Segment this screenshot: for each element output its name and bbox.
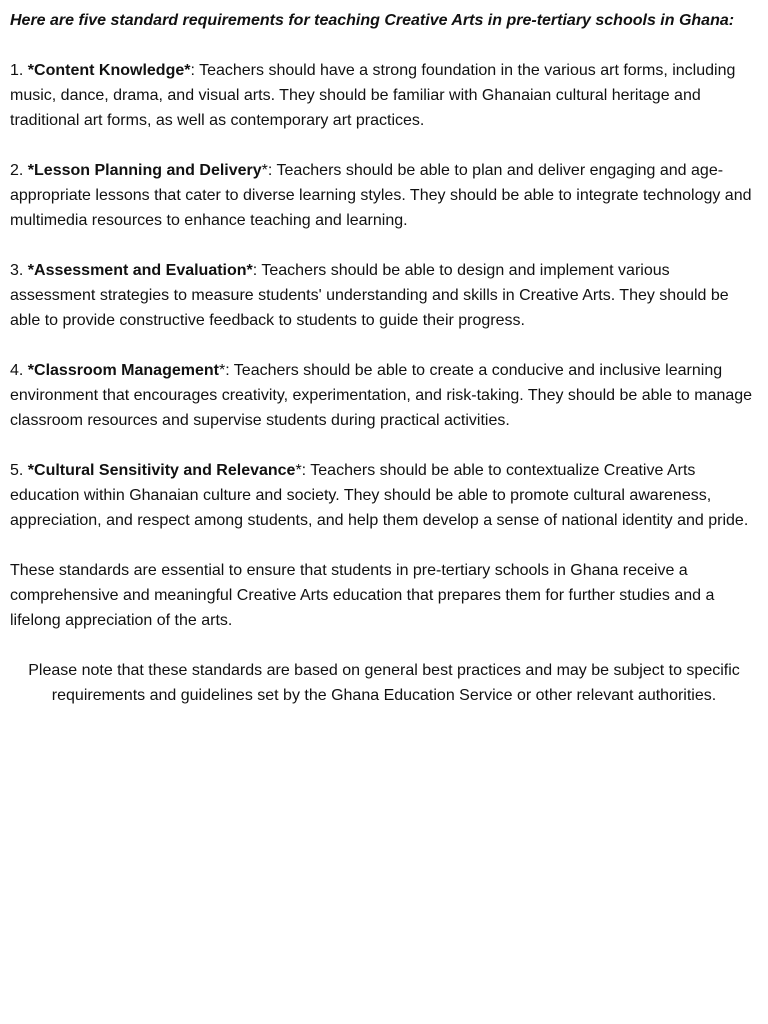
item-number: 4. bbox=[10, 362, 28, 379]
item-title-asterisk: * bbox=[27, 262, 35, 279]
item-title-text: Classroom Management bbox=[34, 362, 219, 379]
item-text: : Teachers should have a strong foundation in the various art forms, including music, dance, drama, and visual arts. They should be familiar with Ghanaian cultural heritage and traditional art forms, as well as contemporary art practices. bbox=[10, 62, 736, 129]
item-title-text: Lesson Planning and Delivery bbox=[34, 162, 262, 179]
item-title bbox=[28, 462, 296, 479]
requirement-item bbox=[10, 258, 758, 333]
item-title-asterisk: * bbox=[27, 462, 35, 479]
item-number: 1. bbox=[10, 62, 28, 79]
intro-heading: Here are five standard requirements for teaching Creative Arts in pre-tertiary schools in Ghana: bbox=[10, 12, 735, 29]
item-title-text: Content Knowledge* bbox=[34, 62, 191, 79]
requirement-item bbox=[10, 458, 758, 533]
item-title bbox=[28, 262, 253, 279]
requirement-item bbox=[10, 158, 758, 233]
item-title-asterisk: * bbox=[27, 62, 35, 79]
item-number: 2. bbox=[10, 162, 28, 179]
closing-note: Please note that these standards are based on general best practices and may be subject to specific requirements and guidelines set by the Ghana Education Service or other relevant authorities. bbox=[28, 662, 740, 704]
item-number: 3. bbox=[10, 262, 28, 279]
item-title bbox=[28, 162, 262, 179]
item-title bbox=[28, 62, 191, 79]
item-title-text: Cultural Sensitivity and Relevance bbox=[34, 462, 296, 479]
item-title-asterisk: * bbox=[27, 162, 35, 179]
item-title bbox=[28, 362, 219, 379]
item-text: *: Teachers should be able to plan and deliver engaging and age-appropriate lessons that cater to diverse learning styles. They should be able to integrate technology and multimedia resources to enhance teaching and learning. bbox=[10, 162, 752, 229]
requirement-item bbox=[10, 358, 758, 433]
item-number: 5. bbox=[10, 462, 28, 479]
item-title-asterisk: * bbox=[27, 362, 35, 379]
summary-paragraph: These standards are essential to ensure that students in pre-tertiary schools in Ghana receive a comprehensive and meaningful Creative Arts education that prepares them for further studies and a lifelong appreciation of the arts. bbox=[10, 562, 715, 629]
item-text: : Teachers should be able to design and implement various assessment strategies to measure students' understanding and skills in Creative Arts. They should be able to provide constructive feedback to students to guide their progress. bbox=[10, 262, 729, 329]
item-text: *: Teachers should be able to contextualize Creative Arts education within Ghanaian culture and society. They should be able to promote cultural awareness, appreciation, and respect among students, and help them develop a sense of national identity and pride. bbox=[10, 462, 749, 529]
requirement-item bbox=[10, 58, 758, 133]
item-text: *: Teachers should be able to create a conducive and inclusive learning environment that encourages creativity, experimentation, and risk-taking. They should be able to manage classroom resources and supervise students during practical activities. bbox=[10, 362, 753, 429]
item-title-text: Assessment and Evaluation* bbox=[34, 262, 253, 279]
